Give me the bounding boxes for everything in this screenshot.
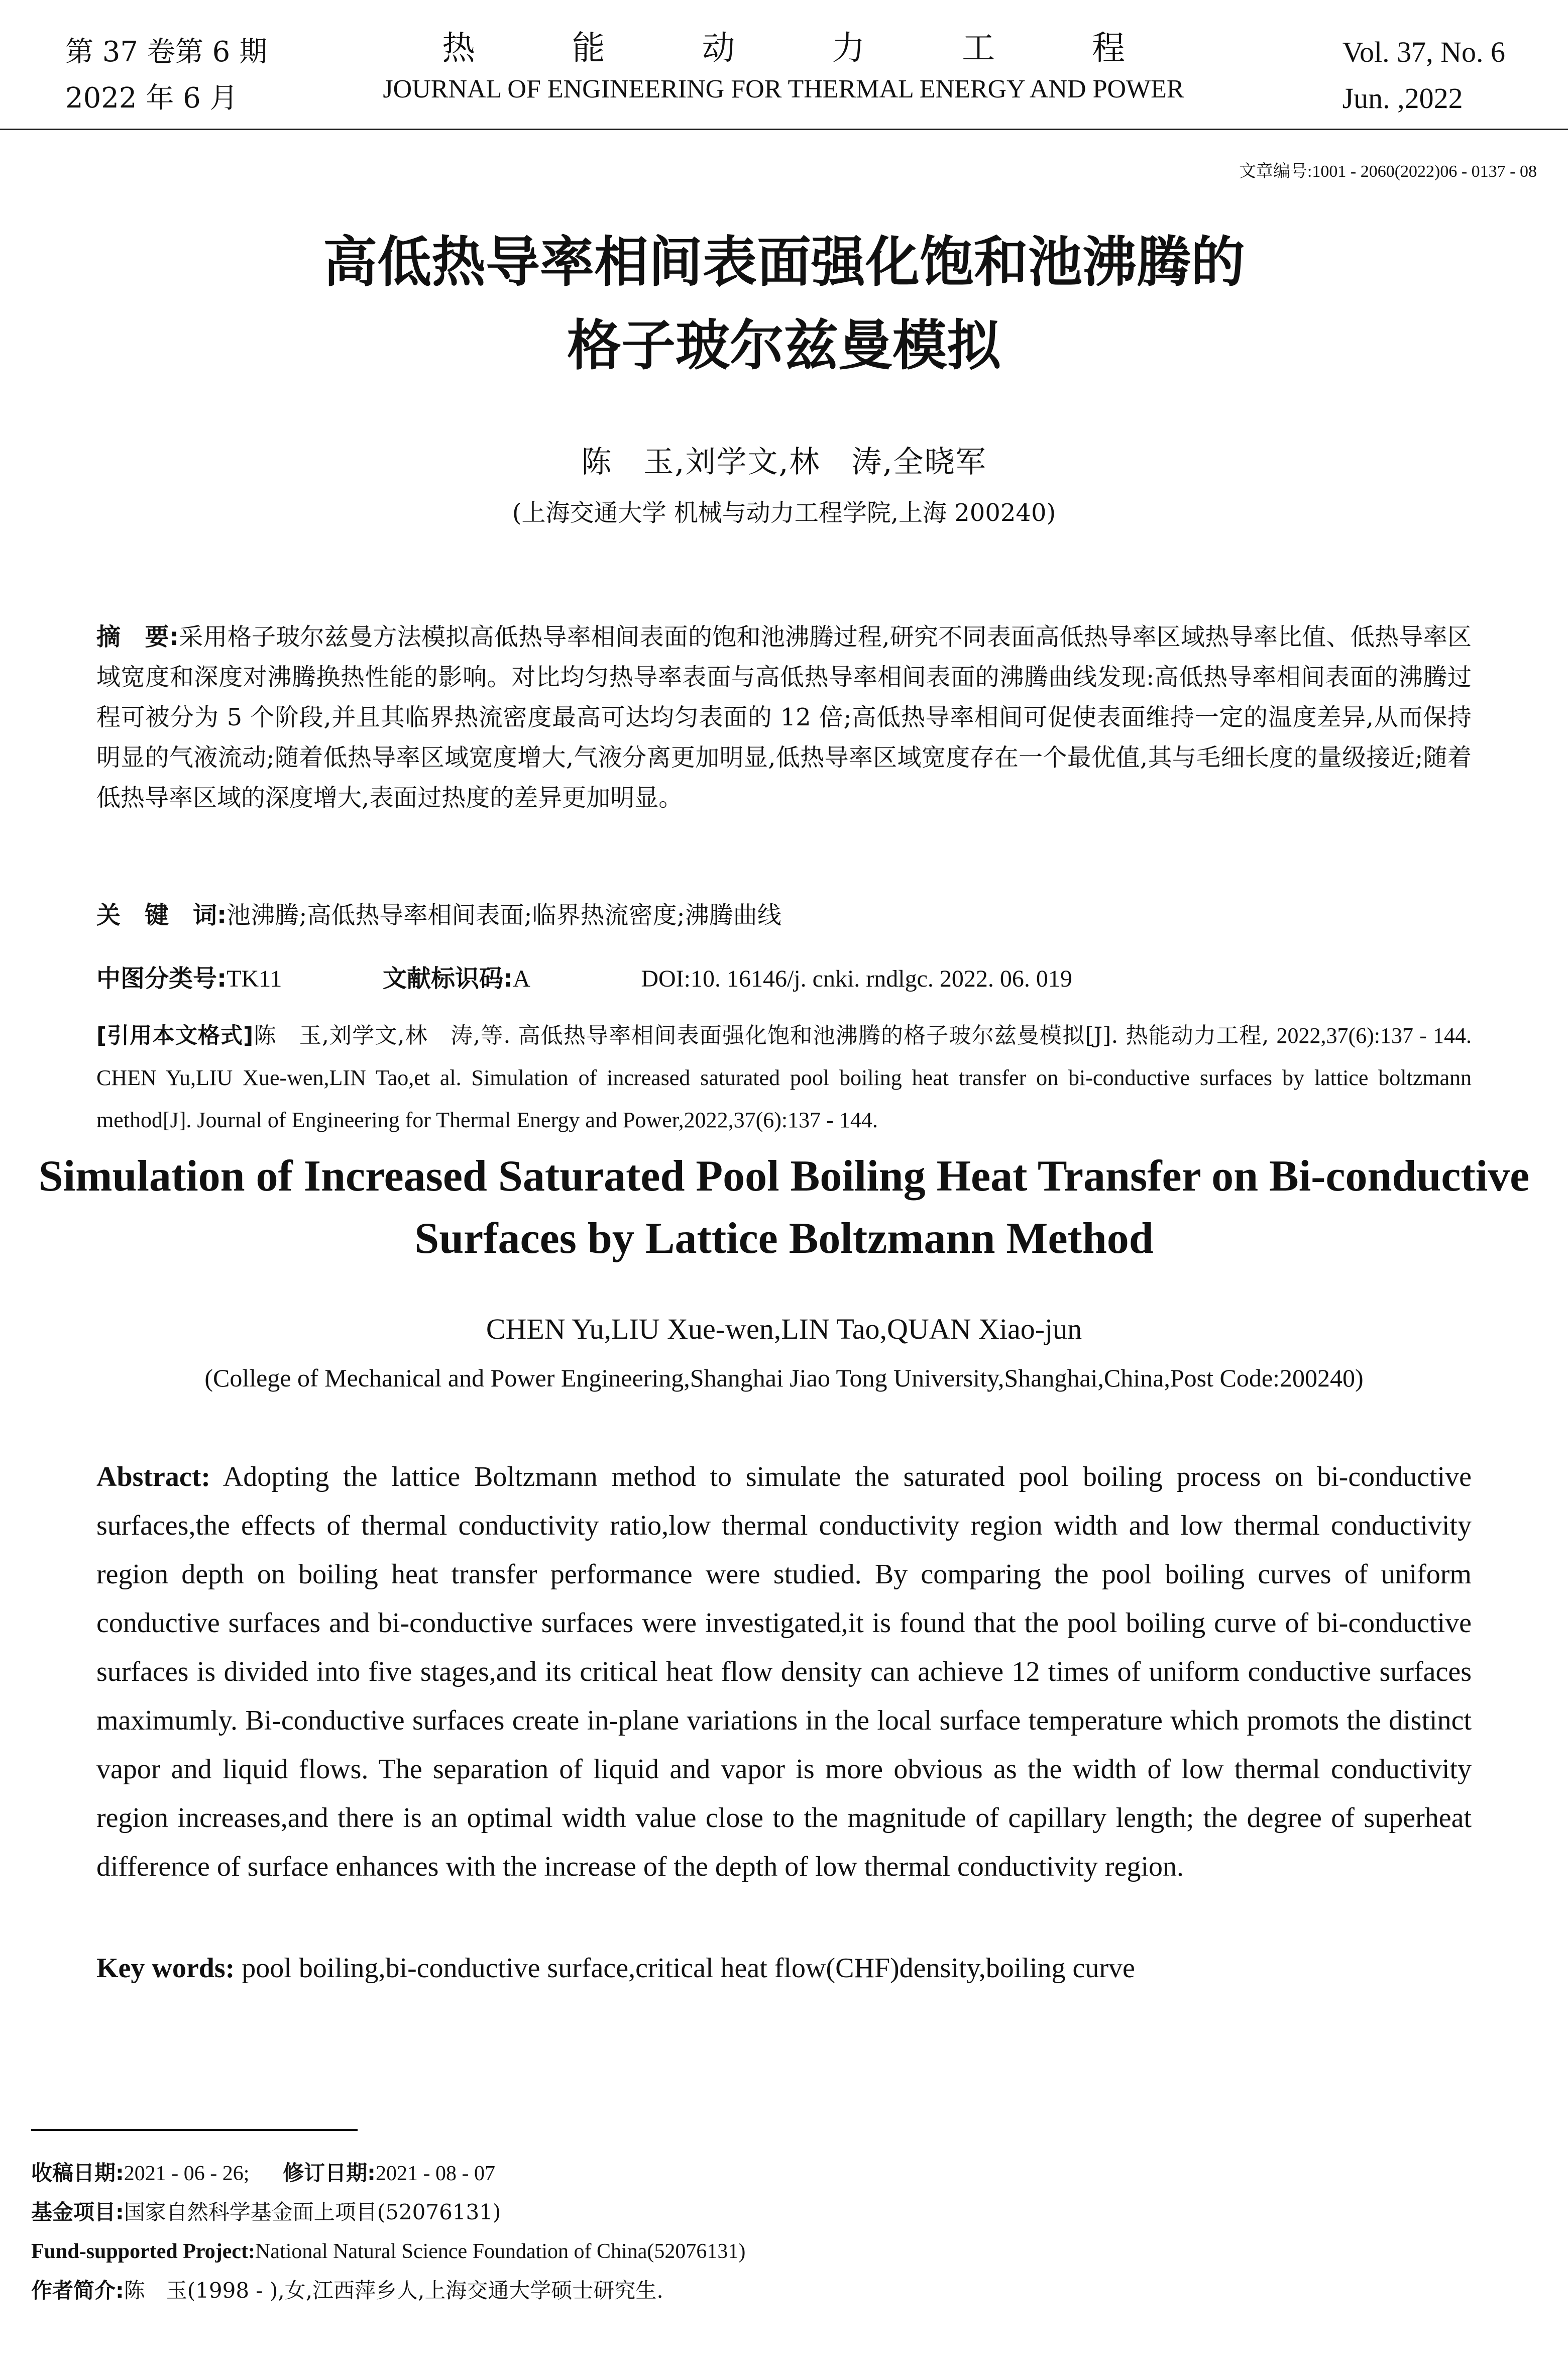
cn-authors: 陈 玉,刘学文,林 涛,全晓军 bbox=[581, 445, 987, 480]
clc-label: 中图分类号: bbox=[96, 964, 227, 993]
cn-title bbox=[0, 221, 1568, 388]
received-date: 2021 - 06 - 26; bbox=[124, 2162, 250, 2185]
en-title-line-2: Surfaces by Lattice Boltzmann Method bbox=[414, 1214, 1154, 1263]
cn-title-line-1: 高低热导率相间表面强化饱和池沸腾的 bbox=[322, 231, 1245, 294]
cn-affiliation: (上海交通大学 机械与动力工程学院,上海 200240) bbox=[512, 499, 1056, 527]
cn-keywords bbox=[96, 895, 781, 935]
volume-issue-en: Vol. 37, No. 6 bbox=[1342, 36, 1505, 68]
citation-label: [引用本文格式] bbox=[96, 1023, 254, 1048]
journal-name-en: JOURNAL OF ENGINEERING FOR THERMAL ENERGY AND POWER bbox=[383, 75, 1184, 103]
cn-abstract-text: 采用格子玻尔兹曼方法模拟高低热导率相间表面的饱和池沸腾过程,研究不同表面高低热导率区域热导率比值、低热导率区域宽度和深度对沸腾换热性能的影响。对比均匀热导率表面与高低热导率相间表面的沸腾曲线发现:高低热导率相间表面的沸腾过程可被分为 5 个阶段,并且其临界热流密度最高可达均匀表面的 12 倍;高低热导率相间可促使表面维持一定的温度差异,从而保持明显的气液流动;随着低热导率区域宽度增大,气液分离更加明显,低热导率区域宽度存在一个最优值,其与毛细长度的量级接近;随着低热导率区域的深度增大,表面过热度的差异更加明显。 bbox=[96, 623, 1472, 812]
cn-abstract bbox=[96, 617, 1472, 818]
journal-name bbox=[321, 25, 1246, 108]
cn-keywords-label: 关 键 词: bbox=[96, 901, 227, 929]
footnote-fund-cn bbox=[31, 2197, 501, 2227]
journal-char: 工 bbox=[962, 29, 995, 67]
footnote-dates bbox=[31, 2158, 495, 2189]
en-title bbox=[0, 1145, 1568, 1270]
volume-issue-cn: 第 37 卷第 6 期 bbox=[65, 36, 268, 68]
journal-char: 热 bbox=[442, 29, 475, 67]
fund-cn-value: 国家自然科学基金面上项目(52076131) bbox=[124, 2200, 501, 2224]
revised-label: 修订日期: bbox=[283, 2161, 376, 2185]
classification-row bbox=[96, 958, 1072, 999]
fund-cn-label: 基金项目: bbox=[31, 2200, 124, 2224]
received-label: 收稿日期: bbox=[31, 2161, 124, 2185]
footnote-divider bbox=[31, 2129, 358, 2131]
author-bio-label: 作者简介: bbox=[31, 2278, 124, 2303]
revised-date: 2021 - 08 - 07 bbox=[375, 2162, 495, 2185]
article-number: 文章编号:1001 - 2060(2022)06 - 0137 - 08 bbox=[1239, 162, 1537, 181]
header-divider bbox=[0, 129, 1568, 130]
cn-title-line-2: 格子玻尔兹曼模拟 bbox=[567, 314, 1001, 377]
fund-en-label: Fund-supported Project: bbox=[31, 2240, 256, 2263]
citation bbox=[96, 1015, 1472, 1141]
clc-value: TK11 bbox=[227, 965, 282, 992]
journal-char: 动 bbox=[702, 29, 735, 67]
citation-cn: 陈 玉,刘学文,林 涛,等. 高低热导率相间表面强化饱和池沸腾的格子玻尔兹曼模拟[J]. 热能动力工程, bbox=[253, 1023, 1269, 1048]
en-abstract bbox=[96, 1453, 1472, 1891]
en-abstract-label: Abstract: bbox=[96, 1461, 211, 1492]
en-keywords bbox=[96, 1944, 1472, 1993]
date-en: Jun. ,2022 bbox=[1342, 82, 1463, 115]
cn-keywords-text: 池沸腾;高低热导率相间表面;临界热流密度;沸腾曲线 bbox=[227, 901, 781, 929]
en-keywords-text: pool boiling,bi-conductive surface,critical heat flow(CHF)density,boiling curve bbox=[242, 1953, 1135, 1984]
journal-name-cn bbox=[321, 25, 1246, 71]
cn-abstract-label: 摘 要: bbox=[96, 623, 179, 651]
en-authors: CHEN Yu,LIU Xue-wen,LIN Tao,QUAN Xiao-jun bbox=[486, 1313, 1082, 1345]
citation-en: 2022,37(6):137 - 144. CHEN Yu,LIU Xue-wen,LIN Tao,et al. Simulation of increased saturated pool boiling heat transfer on bi-conductive surfaces by lattice boltzmann method[J]. Journal of Engineering for Thermal Energy and Power,2022,37(6):137 - 144. bbox=[96, 1023, 1472, 1132]
doc-code-label: 文献标识码: bbox=[382, 964, 513, 993]
journal-char: 力 bbox=[832, 29, 865, 67]
author-bio-value: 陈 玉(1998 - ),女,江西萍乡人,上海交通大学硕士研究生. bbox=[124, 2278, 663, 2303]
en-title-line-1: Simulation of Increased Saturated Pool Boiling Heat Transfer on Bi-conductive bbox=[38, 1152, 1530, 1201]
journal-char: 程 bbox=[1091, 29, 1125, 67]
en-abstract-text: Adopting the lattice Boltzmann method to simulate the saturated pool boiling process on bi-conductive surfaces,the effects of thermal conductivity ratio,low thermal conductivity region width and low thermal conductivity region depth on boiling heat transfer performance were studied. By comparing the pool boiling curves of uniform conductive surfaces and bi-conductive surfaces were investigated,it is found that the pool boiling curve of bi-conductive surfaces is divided into five stages,and its critical heat flow density can achieve 12 times of uniform conductive surfaces maximumly. Bi-conductive surfaces create in-plane variations in the local surface temperature which promots the distinct vapor and liquid flows. The separation of liquid and vapor is more obvious as the width of low thermal conductivity region increases,and there is an optimal width value close to the magnitude of capillary length; the degree of superheat difference of surface enhances with the increase of the depth of low thermal conductivity region. bbox=[96, 1461, 1472, 1882]
journal-char: 能 bbox=[572, 29, 605, 67]
doi: DOI:10. 16146/j. cnki. rndlgc. 2022. 06. 019 bbox=[641, 965, 1072, 992]
date-cn: 2022 年 6 月 bbox=[65, 82, 238, 115]
issue-info-cn bbox=[65, 29, 267, 122]
issue-info-en bbox=[1342, 29, 1505, 122]
footnote-fund-en bbox=[31, 2236, 745, 2267]
en-keywords-label: Key words: bbox=[96, 1953, 235, 1984]
fund-en-value: National Natural Science Foundation of China(52076131) bbox=[255, 2240, 746, 2263]
doc-code-value: A bbox=[513, 965, 530, 992]
footnote-author-bio bbox=[31, 2276, 663, 2306]
en-affiliation: (College of Mechanical and Power Engineering,Shanghai Jiao Tong University,Shanghai,China,Post Code:200240) bbox=[204, 1364, 1364, 1392]
